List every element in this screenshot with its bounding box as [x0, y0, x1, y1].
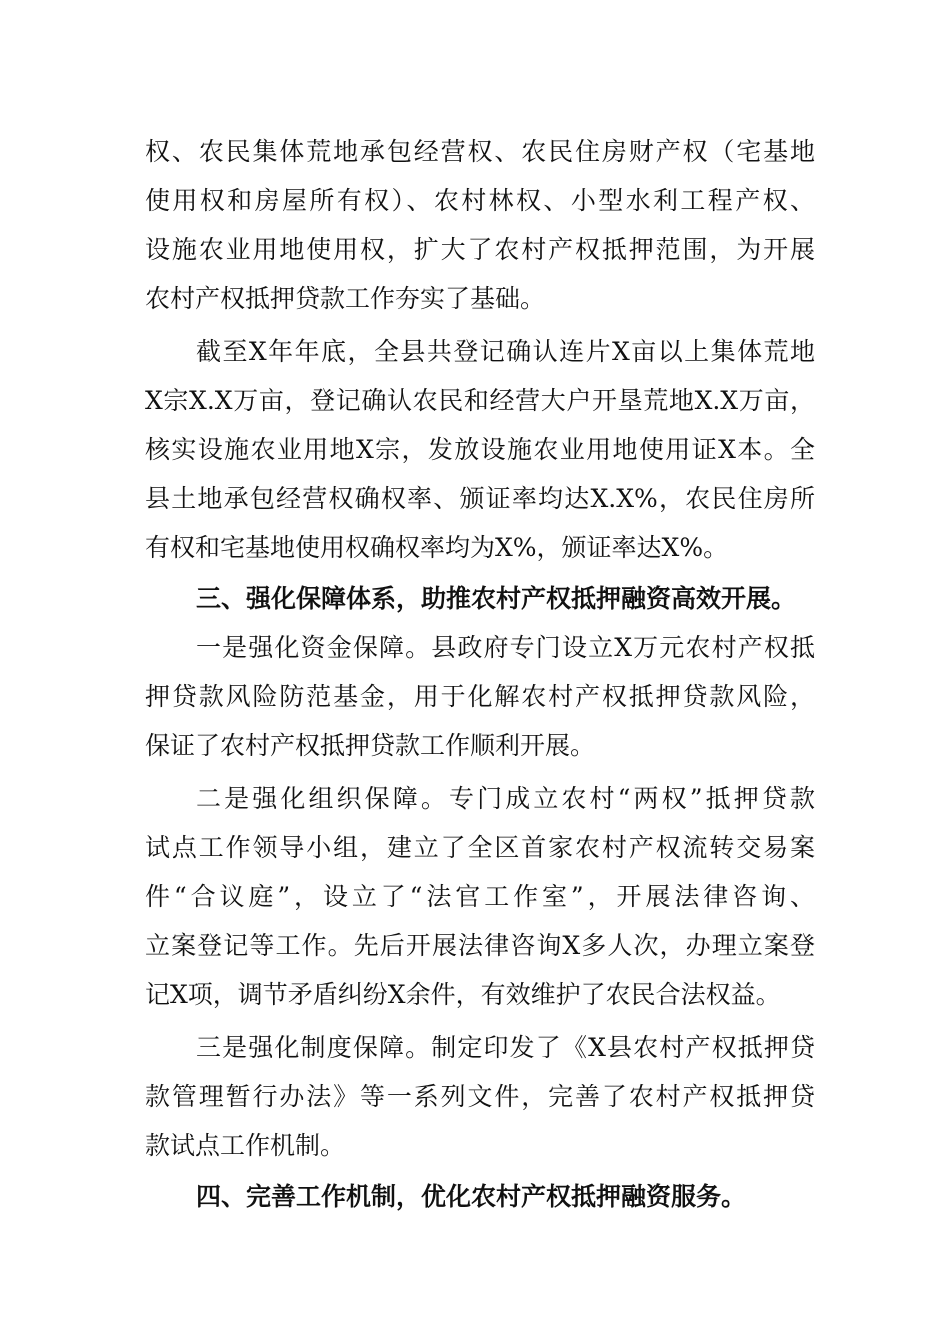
text-line: 押贷款风险防范基金，用于化解农村产权抵押贷款风险，: [145, 682, 815, 711]
text-line: 立案登记等工作。先后开展法律咨询X多人次，办理立案登: [145, 931, 815, 960]
text-line: 使用权和房屋所有权）、农村林权、小型水利工程产权、: [145, 186, 815, 215]
text-line: 二是强化组织保障。专门成立农村“两权”抵押贷款: [196, 784, 815, 813]
text-line: 农村产权抵押贷款工作夯实了基础。: [145, 284, 546, 313]
text-line: 设施农业用地使用权，扩大了农村产权抵押范围，为开展: [145, 235, 815, 264]
text-line: X宗X.X万亩，登记确认农民和经营大户开垦荒地X.X万亩，: [145, 386, 815, 415]
text-line: 县土地承包经营权确权率、颁证率均达X.X%，农民住房所: [145, 484, 815, 513]
text-line: 权、农民集体荒地承包经营权、农民住房财产权（宅基地: [145, 137, 815, 166]
text-line: 试点工作领导小组，建立了全区首家农村产权流转交易案: [145, 833, 815, 862]
section-heading: 四、完善工作机制，优化农村产权抵押融资服务。: [196, 1182, 747, 1211]
text-line: 保证了农村产权抵押贷款工作顺利开展。: [145, 731, 596, 760]
text-line: 件“合议庭”，设立了“法官工作室”，开展法律咨询、: [145, 882, 815, 911]
text-line: 三是强化制度保障。制定印发了《X县农村产权抵押贷: [196, 1033, 815, 1062]
text-line: 记X项，调节矛盾纠纷X余件，有效维护了农民合法权益。: [145, 980, 781, 1009]
text-line: 核实设施农业用地X宗，发放设施农业用地使用证X本。全: [145, 435, 815, 464]
text-line: 截至X年年底，全县共登记确认连片X亩以上集体荒地: [196, 337, 815, 366]
text-line: 款试点工作机制。: [145, 1131, 346, 1160]
text-line: 有权和宅基地使用权确权率均为X%，颁证率达X%。: [145, 533, 729, 562]
section-heading: 三、强化保障体系，助推农村产权抵押融资高效开展。: [196, 584, 797, 613]
text-line: 款管理暂行办法》等一系列文件，完善了农村产权抵押贷: [145, 1082, 815, 1111]
text-line: 一是强化资金保障。县政府专门设立X万元农村产权抵: [196, 633, 815, 662]
